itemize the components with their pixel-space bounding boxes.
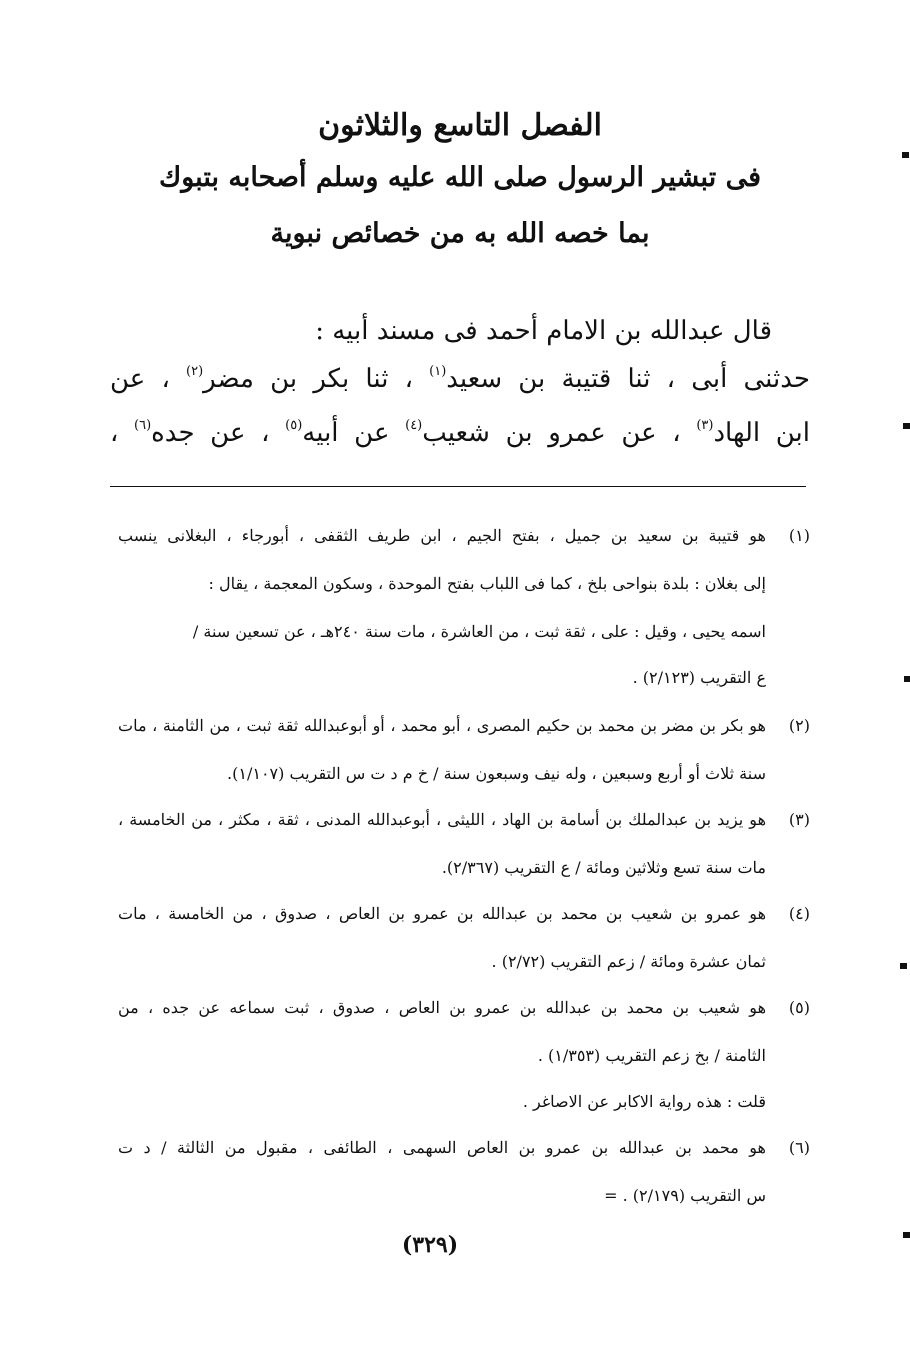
scan-edge-mark xyxy=(900,963,907,969)
footnote-5 xyxy=(118,998,810,1022)
page-number: (٣٢٩) xyxy=(401,1232,459,1258)
footnote-4 xyxy=(118,904,810,928)
footnote-ref: (٦) xyxy=(134,418,152,433)
body-isnad-line1 xyxy=(110,364,810,394)
footnote-3-line2: مات سنة تسع وثلاثين ومائة / ع التقريب (٢/٣٦٧). xyxy=(441,858,766,877)
footnote-ref: (١) xyxy=(429,364,447,379)
isnad-text: حدثنى أبى ، ثنا قتيبة بن سعيد xyxy=(446,364,810,394)
isnad-text: ، عن عمرو بن شعيب xyxy=(422,418,697,448)
footnote-text: هو محمد بن عبدالله بن عمرو بن العاص السهمى ، الطائفى ، مقبول من الثالثة / د ت xyxy=(118,1138,766,1157)
footnote-text: هو عمرو بن شعيب بن محمد بن عبدالله بن عمرو بن العاص ، صدوق ، من الخامسة ، مات xyxy=(118,904,766,923)
footnote-4-line2: ثمان عشرة ومائة / زعم التقريب (٢/٧٢) . xyxy=(491,952,766,971)
scan-edge-mark xyxy=(904,676,910,682)
footnote-number: (٥) xyxy=(788,998,810,1017)
body-intro-line: قال عبدالله بن الامام أحمد فى مسند أبيه : xyxy=(315,316,772,346)
chapter-title: الفصل التاسع والثلاثون xyxy=(318,108,602,143)
chapter-subtitle-line1: فى تبشير الرسول صلى الله عليه وسلم أصحابه بتبوك xyxy=(158,162,762,193)
isnad-text: ابن الهاد xyxy=(713,418,810,448)
footnote-6-line2: س التقريب (٢/١٧٩) . = xyxy=(604,1186,766,1205)
footnote-1-line4: ع التقريب (٢/١٢٣) . xyxy=(632,668,766,687)
isnad-text: ، ثنا بكر بن مضر xyxy=(203,364,430,394)
footnote-ref: (٢) xyxy=(186,364,204,379)
isnad-text: عن أبيه xyxy=(302,418,406,448)
footnote-1-line2: إلى بغلان : بلدة بنواحى بلخ ، كما فى اللباب بفتح الموحدة ، وسكون المعجمة ، يقال : xyxy=(208,574,766,593)
scan-edge-mark xyxy=(902,152,909,158)
footnote-ref: (٤) xyxy=(405,418,423,433)
footnote-2 xyxy=(118,716,810,740)
footnote-1-line3: اسمه يحيى ، وقيل : على ، ثقة ثبت ، من العاشرة ، مات سنة ٢٤٠هـ ، عن تسعين سنة / xyxy=(192,622,766,641)
footnote-text: هو يزيد بن عبدالملك بن أسامة بن الهاد ، الليثى ، أبوعبدالله المدنى ، ثقة ، مكثر ، من الخامسة ، xyxy=(118,810,767,829)
footnote-5-remark: قلت : هذه رواية الاكابر عن الاصاغر . xyxy=(522,1092,766,1111)
footnote-text: هو بكر بن مضر بن محمد بن حكيم المصرى ، أبو محمد ، أو أبوعبدالله ثقة ثبت ، من الثامنة ، مات xyxy=(118,716,766,735)
chapter-subtitle-line2: بما خصه الله به من خصائص نبوية xyxy=(270,218,650,249)
scan-edge-mark xyxy=(903,1232,910,1238)
footnote-3 xyxy=(118,810,810,834)
body-isnad-line2 xyxy=(110,418,810,448)
footnote-ref: (٣) xyxy=(696,418,714,433)
footnote-number: (٢) xyxy=(788,716,810,735)
footnote-text: هو قتيبة بن سعيد بن جميل ، بفتح الجيم ، ابن طريف الثقفى ، أبورجاء ، البغلانى ينسب xyxy=(118,526,766,545)
footnote-2-line2: سنة ثلاث أو أربع وسبعين ، وله نيف وسبعون سنة / خ م د ت س التقريب (١/١٠٧). xyxy=(227,764,766,783)
footnote-number: (٤) xyxy=(788,904,810,923)
footnote-text: هو شعيب بن محمد بن عبدالله بن عمرو بن العاص ، صدوق ، ثبت سماعه عن جده ، من xyxy=(118,998,767,1017)
footnote-ref: (٥) xyxy=(285,418,303,433)
footnote-number: (٦) xyxy=(788,1138,810,1157)
footnote-number: (١) xyxy=(788,526,810,545)
scan-edge-mark xyxy=(903,423,910,429)
isnad-text: ، عن جده xyxy=(151,418,286,448)
isnad-text: ، xyxy=(110,418,135,448)
footnote-number: (٣) xyxy=(788,810,810,829)
footnote-5-line2: الثامنة / بخ زعم التقريب (١/٣٥٣) . xyxy=(537,1046,766,1065)
isnad-text: ، عن xyxy=(110,364,187,394)
footnote-1 xyxy=(118,526,810,550)
footnote-separator xyxy=(110,486,806,487)
footnote-6 xyxy=(118,1138,810,1162)
